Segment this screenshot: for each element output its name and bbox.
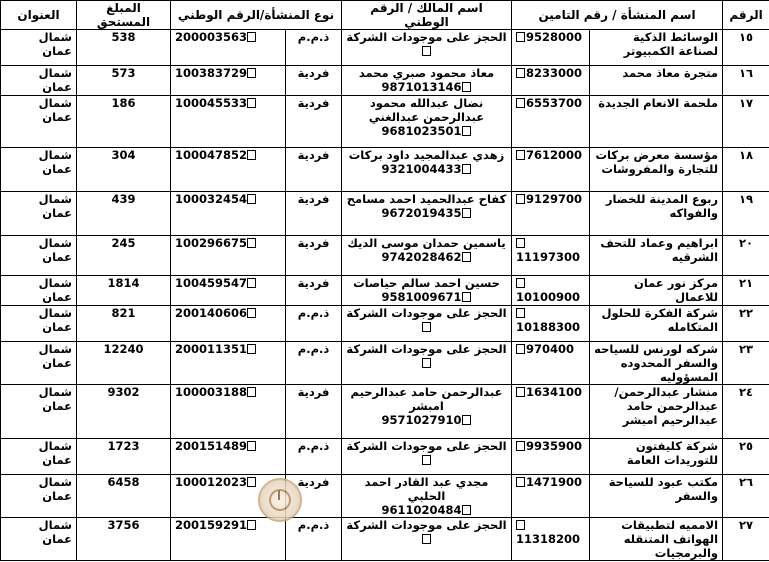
- checkbox-icon: [516, 308, 525, 318]
- insurance-number-value: 9129700: [526, 192, 583, 206]
- national-number: [171, 342, 286, 385]
- checkbox-icon: [516, 238, 525, 248]
- checkbox-icon: [516, 441, 525, 451]
- establishment-type: ذ.م.م: [286, 306, 342, 342]
- amount-due: 6458: [77, 475, 171, 518]
- checkbox-icon: [516, 387, 525, 397]
- checkbox-icon: [462, 126, 471, 136]
- insurance-number: [512, 192, 590, 236]
- establishment-type: فردية: [286, 385, 342, 439]
- checkbox-icon: [247, 68, 256, 78]
- establishment-name: متجرة معاذ محمد: [590, 66, 723, 96]
- address: شمال عمان: [1, 276, 77, 306]
- checkbox-icon: [516, 520, 525, 530]
- national-number-value: 100047852: [175, 148, 248, 162]
- checkbox-icon: [462, 208, 471, 218]
- national-number: [171, 66, 286, 96]
- row-number: ٢٦: [723, 475, 769, 518]
- amount-due: 439: [77, 192, 171, 236]
- owner-national-id: 9321004433: [381, 162, 462, 176]
- owner-cell: [342, 475, 512, 518]
- checkbox-icon: [247, 441, 256, 451]
- checkbox-icon: [516, 278, 525, 288]
- checkbox-icon: [247, 387, 256, 397]
- establishment-name: مكتب عبود للسياحة والسفر: [590, 475, 723, 518]
- row-number: ٢٥: [723, 439, 769, 475]
- amount-due: 245: [77, 236, 171, 276]
- owner-name: عبدالرحمن حامد عبدالرحيم امبشر: [350, 385, 503, 413]
- checkbox-icon: [247, 278, 256, 288]
- national-number: [171, 30, 286, 66]
- owner-name: حسين احمد سالم حياصات: [353, 276, 500, 290]
- amount-due: 9302: [77, 385, 171, 439]
- owner-national-id: 9581009671: [381, 290, 462, 304]
- row-number: ٢٣: [723, 342, 769, 385]
- establishment-type: فردية: [286, 66, 342, 96]
- national-number-value: 100296675: [175, 236, 248, 250]
- establishment-type: فردية: [286, 236, 342, 276]
- establishment-name: ربوع المدينة للخضار والفواكه: [590, 192, 723, 236]
- owner-name: مجدي عبد القادر احمد الحلبي: [364, 475, 489, 503]
- national-number-value: 200151489: [175, 439, 248, 453]
- amount-due: 3756: [77, 518, 171, 561]
- address: شمال عمان: [1, 439, 77, 475]
- amount-due: 186: [77, 96, 171, 148]
- checkbox-icon: [462, 82, 471, 92]
- checkbox-icon: [247, 477, 256, 487]
- owner-name: الحجز على موجودات الشركة: [346, 342, 507, 356]
- national-number-value: 100012023: [175, 475, 248, 489]
- address: شمال عمان: [1, 192, 77, 236]
- insurance-number: [512, 148, 590, 192]
- amount-due: 304: [77, 148, 171, 192]
- checkbox-icon: [247, 238, 256, 248]
- owner-national-id: 9871013146: [381, 80, 462, 94]
- establishment-type: فردية: [286, 148, 342, 192]
- row-number: ٢١: [723, 276, 769, 306]
- insurance-number-value: 9935900: [526, 439, 583, 453]
- checkbox-icon: [516, 344, 525, 354]
- checkbox-icon: [247, 98, 256, 108]
- checkbox-icon: [516, 477, 525, 487]
- checkbox-icon: [247, 32, 256, 42]
- owner-cell: [342, 276, 512, 306]
- insurance-number-value: 6553700: [526, 96, 583, 110]
- address: شمال عمان: [1, 148, 77, 192]
- address: شمال عمان: [1, 236, 77, 276]
- header-address: العنوان: [1, 1, 77, 30]
- owner-cell: [342, 30, 512, 66]
- national-number: [171, 192, 286, 236]
- insurance-number: [512, 518, 590, 561]
- row-number: ٢٤: [723, 385, 769, 439]
- establishment-name: شركه لورنس للسياحه والسفر المحدوده المسؤوليه: [590, 342, 723, 385]
- insurance-number: [512, 96, 590, 148]
- owner-national-id: 9742028462: [381, 250, 462, 264]
- table-row: [1, 276, 769, 306]
- insurance-number: [512, 66, 590, 96]
- insurance-number: [512, 342, 590, 385]
- insurance-number: [512, 236, 590, 276]
- amount-due: 1814: [77, 276, 171, 306]
- national-number: [171, 439, 286, 475]
- establishment-type: ذ.م.م: [286, 30, 342, 66]
- table-row: [1, 30, 769, 66]
- national-number: [171, 96, 286, 148]
- row-number: ١٦: [723, 66, 769, 96]
- national-number: [171, 236, 286, 276]
- header-row: [1, 1, 769, 30]
- checkbox-icon: [247, 308, 256, 318]
- checkbox-icon: [462, 252, 471, 262]
- row-number: ١٨: [723, 148, 769, 192]
- establishment-name: مؤسسة معرض بركات للتجارة والمفروشات: [590, 148, 723, 192]
- row-number: ١٥: [723, 30, 769, 66]
- address: شمال عمان: [1, 66, 77, 96]
- owner-cell: [342, 385, 512, 439]
- checkbox-icon: [516, 194, 525, 204]
- row-number: ٢٢: [723, 306, 769, 342]
- checkbox-icon: [516, 68, 525, 78]
- checkbox-icon: [247, 520, 256, 530]
- amount-due: 1723: [77, 439, 171, 475]
- owner-name: الحجز على موجودات الشركة: [346, 30, 507, 44]
- address: شمال عمان: [1, 518, 77, 561]
- establishment-type: ذ.م.م: [286, 342, 342, 385]
- owner-name: الحجز على موجودات الشركة: [346, 439, 507, 453]
- amount-due: 12240: [77, 342, 171, 385]
- owner-name: الحجز على موجودات الشركة: [346, 518, 507, 532]
- establishment-name: ملحمة الانعام الجديدة: [590, 96, 723, 148]
- insurance-number: [512, 276, 590, 306]
- national-number: [171, 148, 286, 192]
- owner-national-id: 9611020484: [381, 503, 462, 517]
- owner-cell: [342, 66, 512, 96]
- national-number-value: 200159291: [175, 518, 248, 532]
- checkbox-icon: [462, 415, 471, 425]
- establishment-type: فردية: [286, 475, 342, 518]
- insurance-number-value: 1471900: [526, 475, 583, 489]
- establishment-name: الامميه لتطبيقات الهواتف المتنقله والبرمجيات: [590, 518, 723, 561]
- checkbox-icon: [422, 46, 431, 56]
- owner-cell: [342, 439, 512, 475]
- amount-due: 821: [77, 306, 171, 342]
- checkbox-icon: [462, 505, 471, 515]
- header-amount: المبلغ المستحق: [77, 1, 171, 30]
- insurance-number-value: 11318200: [516, 532, 581, 546]
- national-number: [171, 276, 286, 306]
- insurance-number-value: 10188300: [516, 320, 581, 334]
- insurance-number: [512, 306, 590, 342]
- owner-cell: [342, 96, 512, 148]
- insurance-number: [512, 30, 590, 66]
- establishment-type: ذ.م.م: [286, 518, 342, 561]
- checkbox-icon: [516, 98, 525, 108]
- owner-cell: [342, 236, 512, 276]
- checkbox-icon: [516, 150, 525, 160]
- owner-name: الحجز على موجودات الشركة: [346, 306, 507, 320]
- header-name: اسم المنشأة / رقم التامين: [512, 1, 723, 30]
- table-row: [1, 96, 769, 148]
- clock-watermark-icon: [258, 478, 302, 522]
- row-number: ٢٧: [723, 518, 769, 561]
- insurance-number-value: 1634100: [526, 385, 583, 399]
- address: شمال عمان: [1, 306, 77, 342]
- establishment-name: الوسائط الذكية لصناعة الكمبيوتر: [590, 30, 723, 66]
- address: شمال عمان: [1, 475, 77, 518]
- checkbox-icon: [247, 344, 256, 354]
- insurance-number-value: 8233000: [526, 66, 583, 80]
- owner-name: معاذ محمود صبري محمد: [358, 66, 495, 80]
- establishment-type: فردية: [286, 192, 342, 236]
- checkbox-icon: [247, 150, 256, 160]
- owner-name: ياسمين حمدان موسى الديك: [347, 236, 506, 250]
- national-number-value: 100003188: [175, 385, 248, 399]
- owner-national-id: 9681023501: [381, 124, 462, 138]
- address: شمال عمان: [1, 385, 77, 439]
- establishment-type: ذ.م.م: [286, 439, 342, 475]
- row-number: ١٧: [723, 96, 769, 148]
- checkbox-icon: [422, 322, 431, 332]
- insurance-number-value: 11197300: [516, 250, 581, 264]
- header-type-nid: نوع المنشأة/الرقم الوطني: [171, 1, 342, 30]
- owner-cell: [342, 518, 512, 561]
- national-number-value: 100032454: [175, 192, 248, 206]
- row-number: ١٩: [723, 192, 769, 236]
- table-row: [1, 306, 769, 342]
- checkbox-icon: [516, 32, 525, 42]
- insurance-number-value: 970400: [526, 342, 575, 356]
- checkbox-icon: [422, 455, 431, 465]
- checkbox-icon: [462, 292, 471, 302]
- table-row: [1, 342, 769, 385]
- owner-cell: [342, 148, 512, 192]
- table-row: [1, 236, 769, 276]
- checkbox-icon: [247, 194, 256, 204]
- insurance-number: [512, 439, 590, 475]
- establishment-type: فردية: [286, 96, 342, 148]
- insurance-number: [512, 385, 590, 439]
- owner-name: زهدي عبدالمجيد داود بركات: [348, 148, 505, 162]
- checkbox-icon: [462, 164, 471, 174]
- establishment-type: فردية: [286, 276, 342, 306]
- insurance-number: [512, 475, 590, 518]
- national-number-value: 100383729: [175, 66, 248, 80]
- table-row: [1, 439, 769, 475]
- national-number-value: 200011351: [175, 342, 248, 356]
- national-number-value: 200140606: [175, 306, 248, 320]
- insurance-number-value: 7612000: [526, 148, 583, 162]
- owner-cell: [342, 342, 512, 385]
- national-number: [171, 385, 286, 439]
- owner-cell: [342, 192, 512, 236]
- table-row: [1, 385, 769, 439]
- address: شمال عمان: [1, 30, 77, 66]
- checkbox-icon: [422, 534, 431, 544]
- national-number: [171, 306, 286, 342]
- establishment-name: منشار عبدالرحمن/عبدالرحمن حامد عبدالرحيم امبشر: [590, 385, 723, 439]
- national-number-value: 100459547: [175, 276, 248, 290]
- header-owner: اسم المالك / الرقم الوطني: [342, 1, 512, 30]
- owner-national-id: 9672019435: [381, 206, 462, 220]
- table-row: [1, 192, 769, 236]
- owner-cell: [342, 306, 512, 342]
- header-num: الرقم: [723, 1, 769, 30]
- row-number: ٢٠: [723, 236, 769, 276]
- establishment-name: مركز نور عمان للاعمال: [590, 276, 723, 306]
- owner-name: كفاح عبدالحميد احمد مسامح: [346, 192, 507, 206]
- table-row: [1, 518, 769, 561]
- address: شمال عمان: [1, 342, 77, 385]
- amount-due: 538: [77, 30, 171, 66]
- establishment-name: ابراهيم وعماد للتحف الشرقيه: [590, 236, 723, 276]
- insurance-number-value: 10100900: [516, 290, 581, 304]
- table-row: [1, 66, 769, 96]
- owner-national-id: 9571027910: [381, 413, 462, 427]
- national-number-value: 100045533: [175, 96, 248, 110]
- national-number-value: 200003563: [175, 30, 248, 44]
- insurance-number-value: 9528000: [526, 30, 583, 44]
- table-row: [1, 475, 769, 518]
- table-row: [1, 148, 769, 192]
- amount-due: 573: [77, 66, 171, 96]
- checkbox-icon: [422, 358, 431, 368]
- national-number: [171, 518, 286, 561]
- establishment-name: شركة كليفتون للتوريدات العامة: [590, 439, 723, 475]
- establishment-name: شركة الفكرة للحلول المتكامله: [590, 306, 723, 342]
- owner-name: نضال عبدالله محمود عبدالرحمن عبدالغني: [368, 96, 485, 124]
- address: شمال عمان: [1, 96, 77, 148]
